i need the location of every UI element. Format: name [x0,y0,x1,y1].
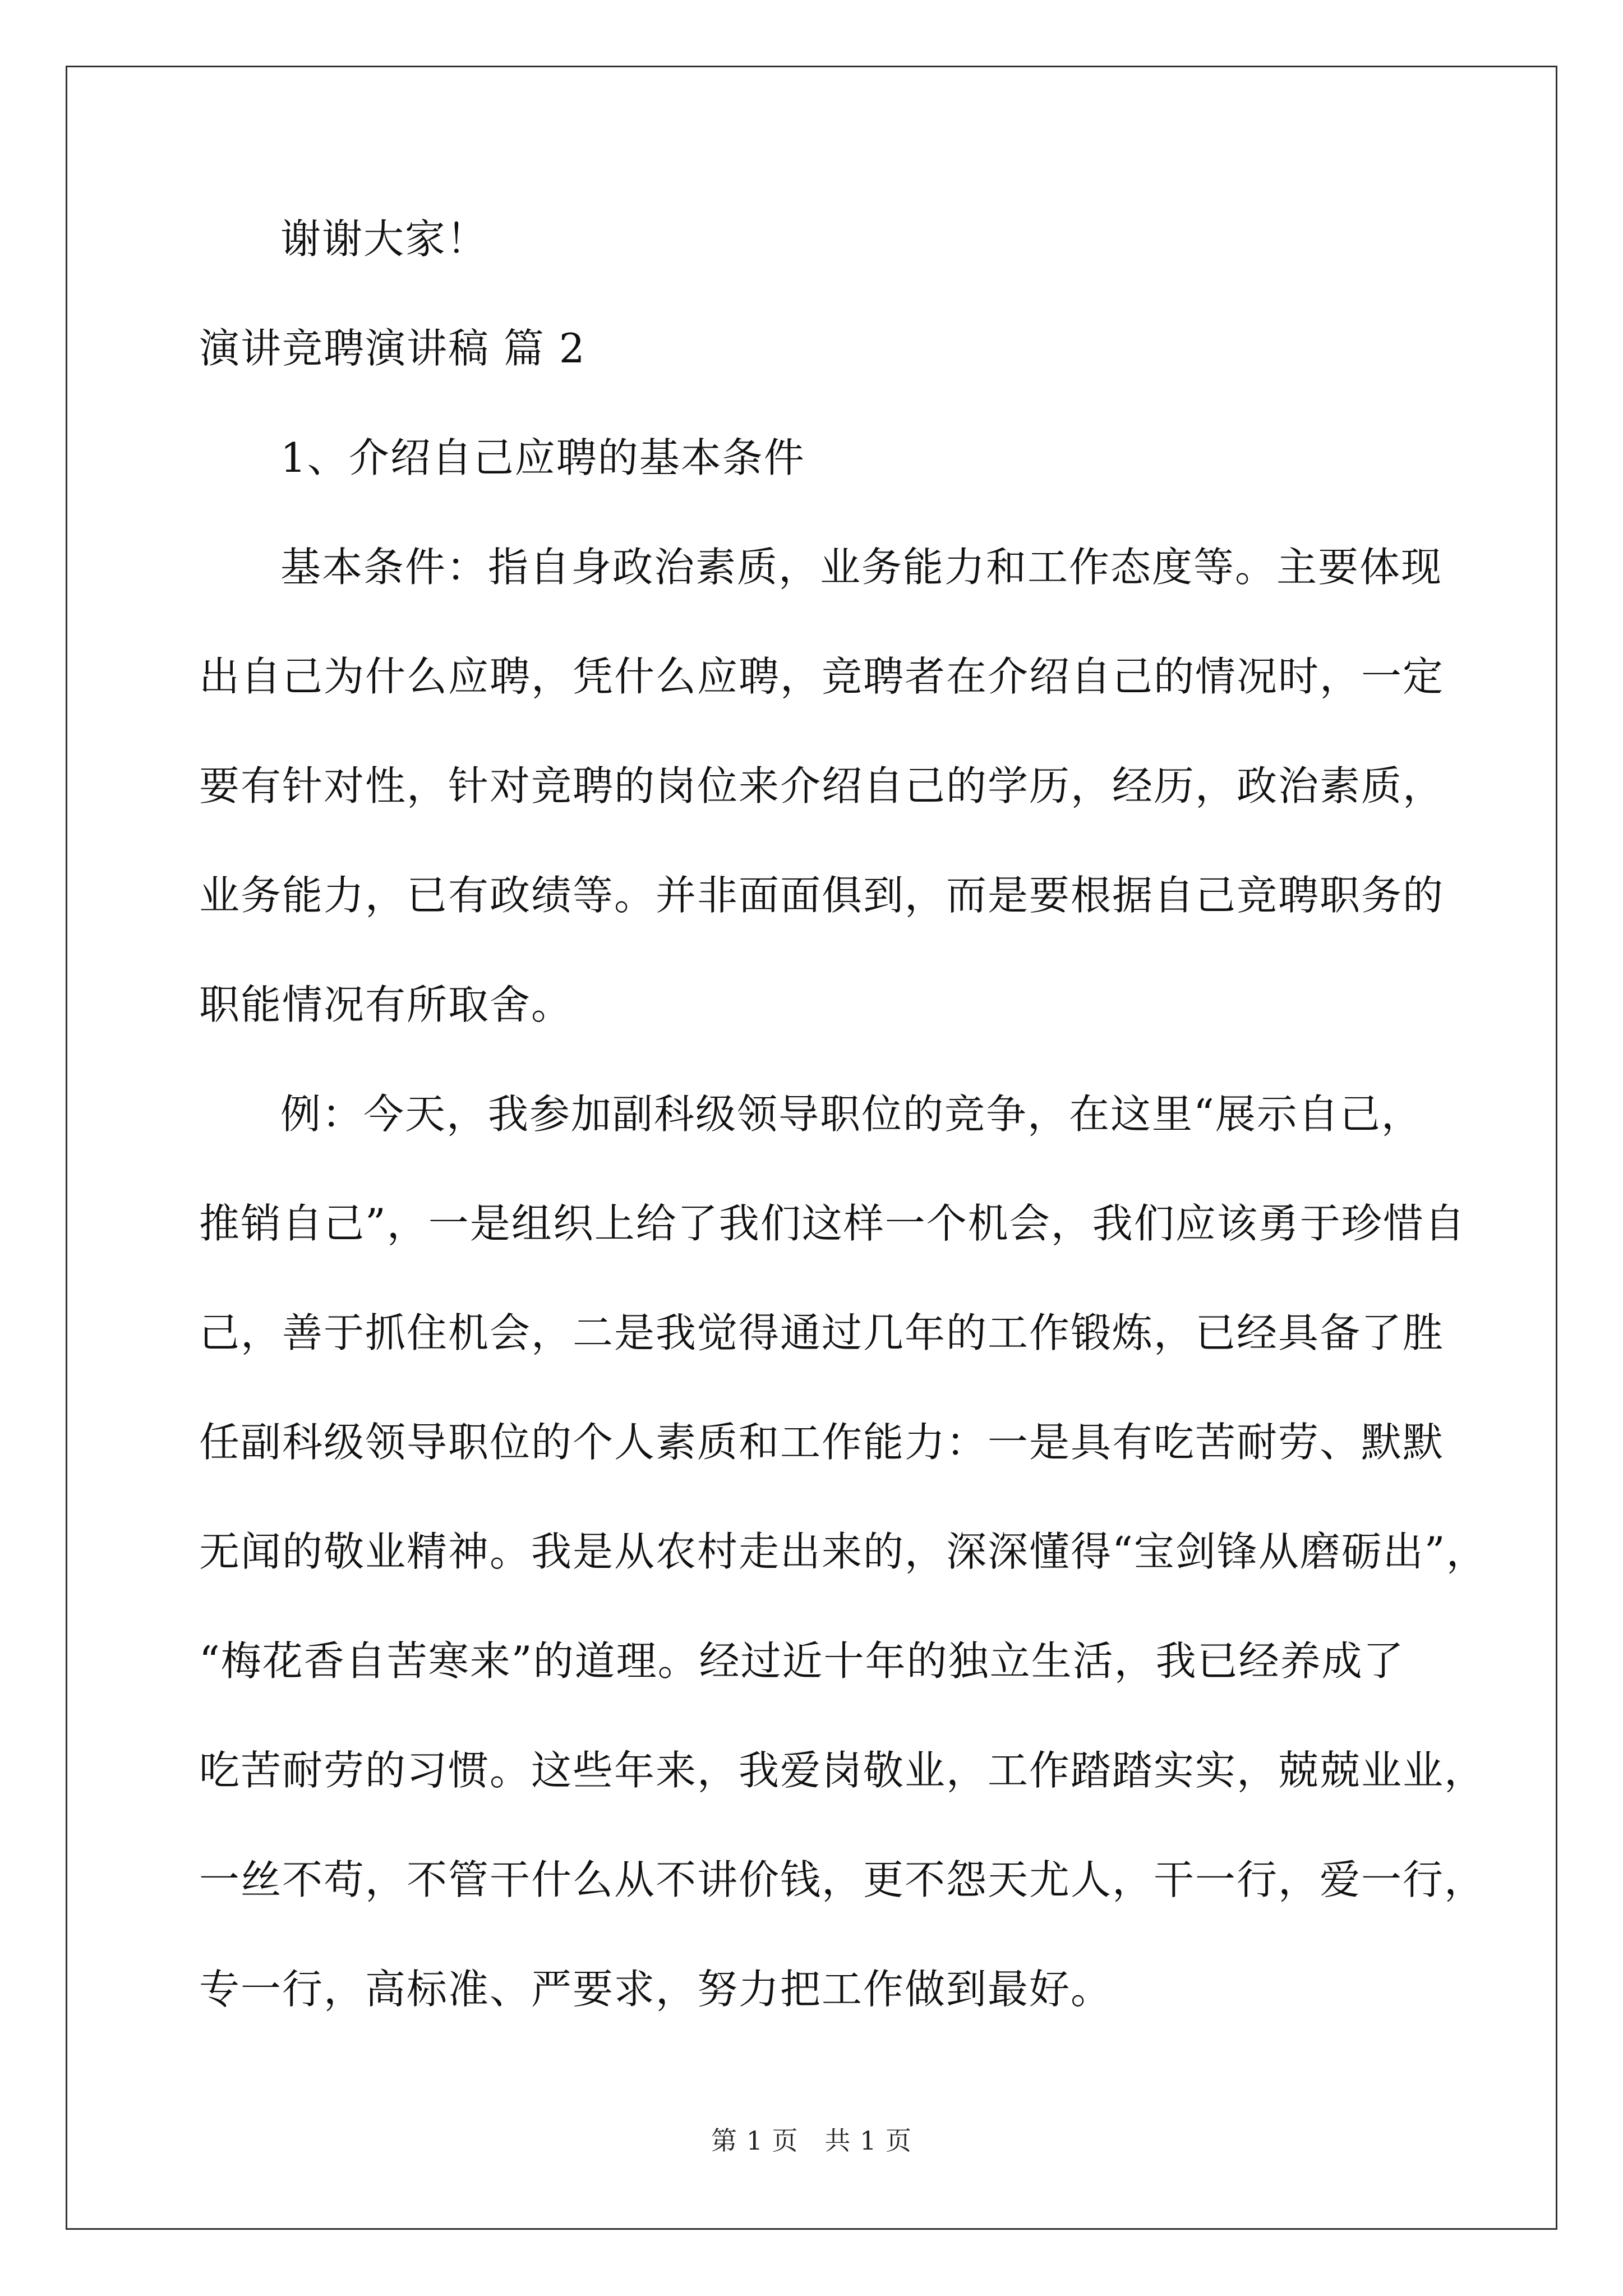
page-border [66,66,1557,2230]
paragraph-line: 任副科级领导职位的个人素质和工作能力：一是具有吃苦耐劳、默默 [199,1419,1445,1466]
section-heading: 演讲竞聘演讲稿 篇 2 [199,325,586,372]
paragraph-line: 出自己为什么应聘，凭什么应聘，竞聘者在介绍自己的情况时，一定 [199,653,1445,700]
paragraph-line: 例：今天，我参加副科级领导职位的竞争，在这里“展示自己， [280,1091,1423,1138]
page-number-footer: 第 1 页 共 1 页 [711,2125,912,2156]
paragraph-line: 吃苦耐劳的习惯。这些年来，我爱岗敬业，工作踏踏实实，兢兢业业， [199,1747,1486,1794]
paragraph-line: 基本条件：指自身政治素质，业务能力和工作态度等。主要体现 [280,544,1443,591]
paragraph-line: 职能情况有所取舍。 [199,981,573,1028]
paragraph-line: 己，善于抓住机会，二是我觉得通过几年的工作锻炼，已经具备了胜 [199,1309,1445,1356]
paragraph-line: 无闻的敬业精神。我是从农村走出来的，深深懂得“宝剑锋从磨砺出”， [199,1528,1488,1575]
paragraph-line: 一丝不苟，不管干什么从不讲价钱，更不怨天尤人，干一行，爱一行， [199,1856,1486,1903]
subheading-basic-conditions: 1、介绍自己应聘的基本条件 [280,434,805,481]
paragraph-line: “梅花香自苦寒来”的道理。经过近十年的独立生活，我已经养成了 [199,1637,1405,1685]
paragraph-line: 业务能力，已有政绩等。并非面面俱到，而是要根据自己竞聘职务的 [199,872,1445,919]
paragraph-line: 专一行，高标准、严要求，努力把工作做到最好。 [199,1966,1113,2013]
closing-thanks: 谢谢大家！ [280,215,488,263]
paragraph-line: 要有针对性，针对竞聘的岗位来介绍自己的学历，经历，政治素质， [199,762,1445,809]
paragraph-line: 推销自己”，一是组织上给了我们这样一个机会，我们应该勇于珍惜自 [199,1200,1466,1247]
